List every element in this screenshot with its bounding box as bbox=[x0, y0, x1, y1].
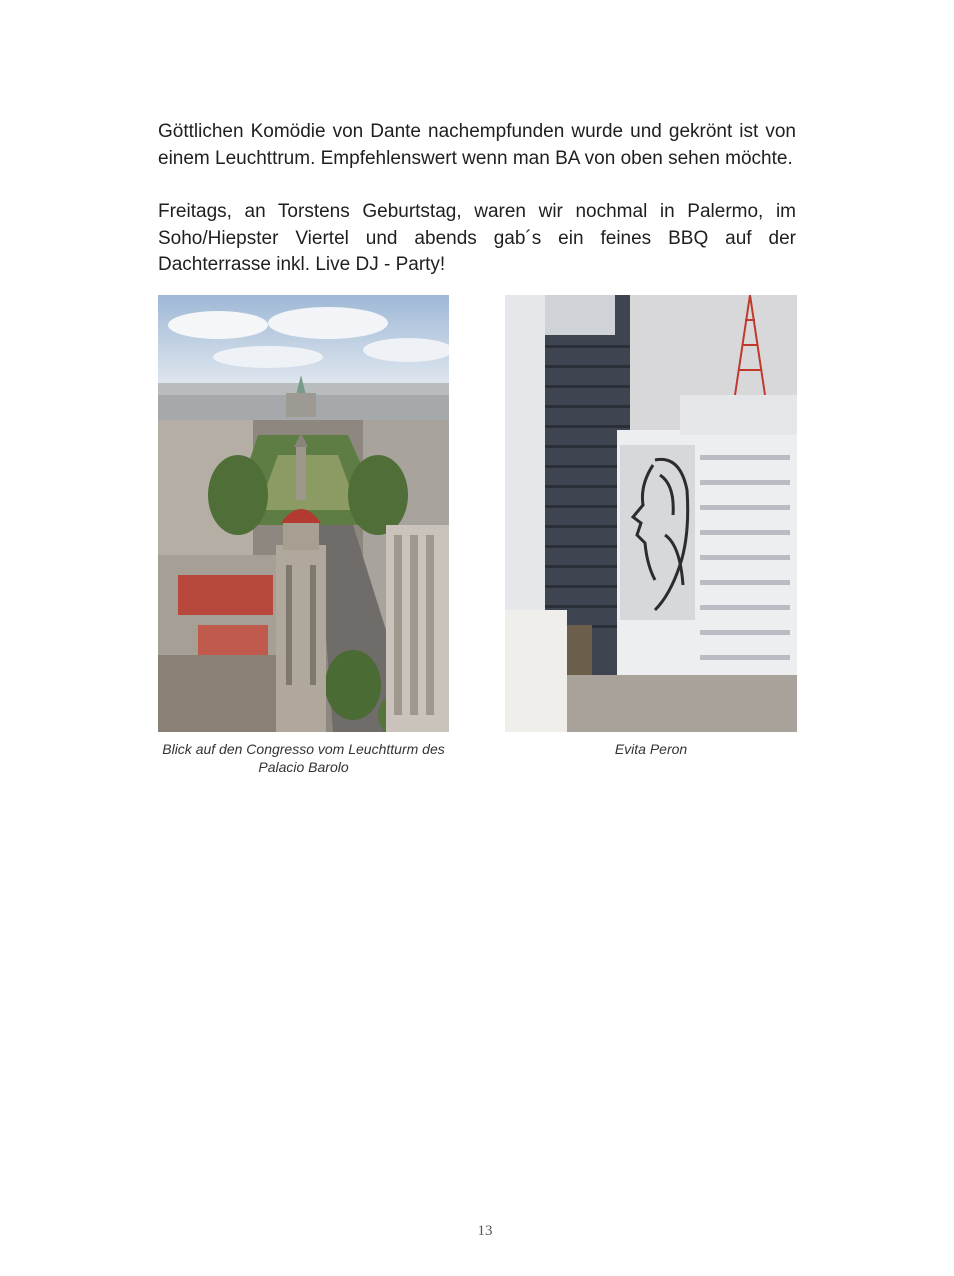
body-paragraph-2: Freitags, an Torstens Geburtstag, waren wir nochmal in Palermo, im Soho/Hiepster Viertel und abends gab´s ein feines BBQ auf der Dachterrasse inkl. Live DJ - Party! bbox=[158, 201, 796, 275]
page-number: 13 bbox=[477, 1223, 493, 1239]
caption-evita: Evita Peron bbox=[614, 741, 688, 757]
congress-aerial-photo bbox=[158, 295, 449, 732]
evita-peron-photo bbox=[505, 295, 797, 732]
caption-congress: Blick auf den Congresso vom Leuchtturm des Palacio Barolo bbox=[162, 741, 445, 775]
body-paragraph-1: Göttlichen Komödie von Dante nachempfunden wurde und gekrönt ist von einem Leuchttrum. Empfehlenswert wenn man BA von oben sehen möchte. bbox=[158, 121, 796, 169]
